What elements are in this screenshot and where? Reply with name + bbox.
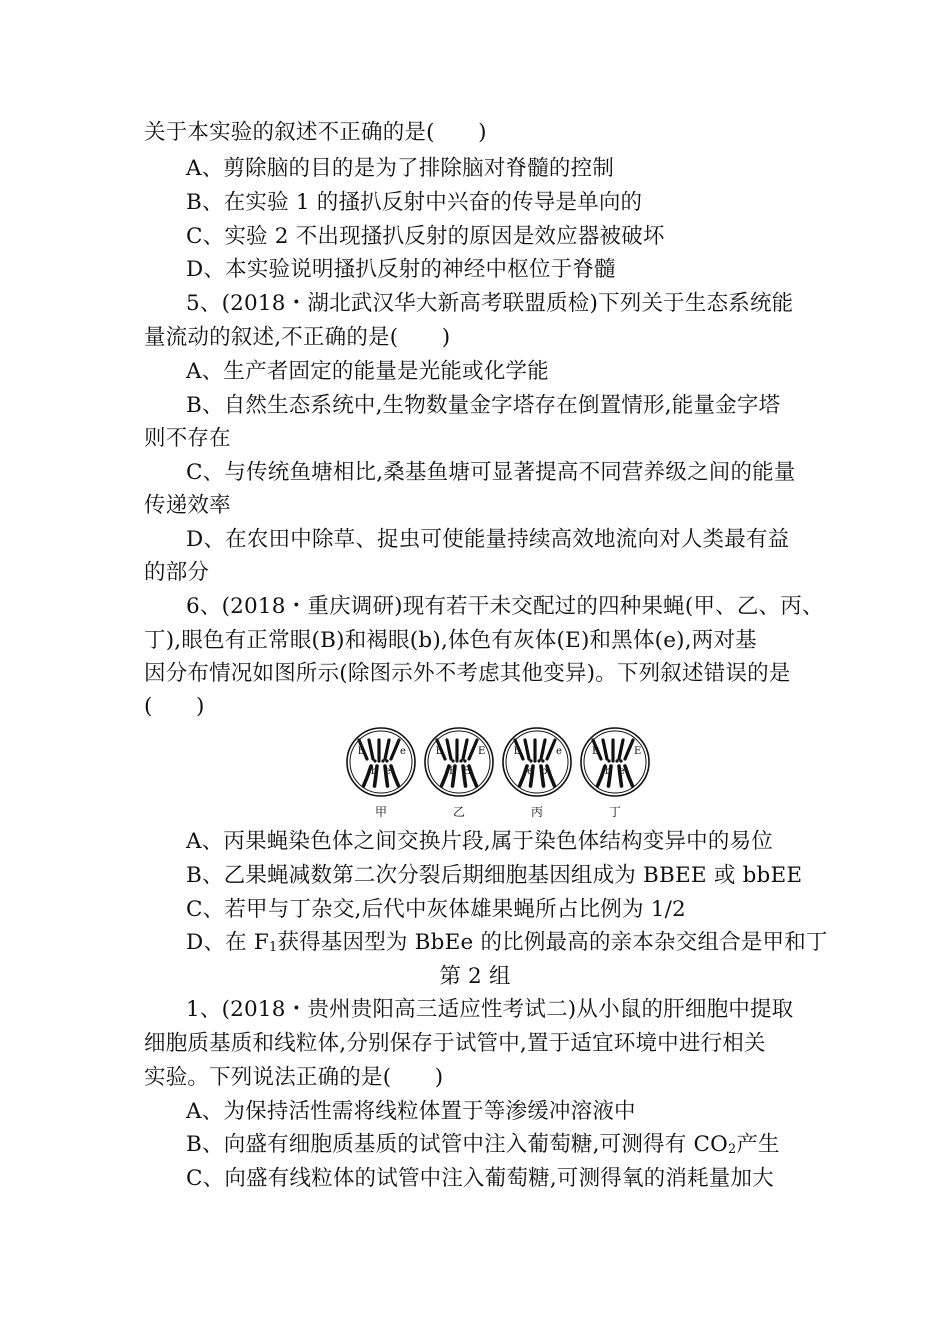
gene-label-lower-right: e (385, 766, 391, 777)
chromosome-lower (598, 766, 606, 786)
gene-label-upper-right: e (556, 746, 562, 757)
chromosome-lower (625, 766, 633, 786)
chromosome-upper (447, 740, 451, 759)
cell-outer-membrane (425, 728, 493, 796)
question-4-stem: 关于本实验的叙述不正确的是( ) (144, 120, 487, 145)
gene-label-upper-right: E (478, 746, 486, 757)
chromosome-lower (520, 766, 528, 786)
q5-option-c: C、与传统鱼塘相比,桑基鱼塘可显著提高不同营养级之间的能量 (186, 460, 796, 485)
chromosome-figure (340, 724, 660, 824)
gene-label-lower-left: e (527, 766, 533, 777)
g2-q1-option-b-post: 产生 (736, 1132, 780, 1157)
g2-q1-option-b (186, 1128, 780, 1162)
centromere-dot (459, 759, 462, 762)
chromosome-lower (391, 766, 399, 786)
cell-2 (425, 728, 493, 796)
centromere-dot (607, 759, 610, 762)
cell-outer-membrane (347, 728, 415, 796)
chromosome-upper (525, 740, 529, 759)
q4-option-c: C、实验 2 不出现搔扒反射的原因是效应器被破坏 (186, 224, 665, 249)
gene-label-lower-left: B (449, 766, 457, 777)
centromere-dot (529, 759, 532, 762)
centromere-dot (533, 759, 536, 762)
chromosome-lower (547, 766, 555, 786)
centromere-dot (619, 759, 622, 762)
chromosome-upper (541, 740, 545, 759)
q4-option-a: A、剪除脑的目的是为了排除脑对脊髓的控制 (186, 156, 615, 181)
cell-outer-membrane (503, 728, 571, 796)
g2-question-1-stem-cont-1: 细胞质基质和线粒体,分别保存于试管中,置于适宜环境中进行相关 (144, 1031, 766, 1056)
q4-option-d: D、本实验说明搔扒反射的神经中枢位于脊髓 (186, 257, 616, 282)
centromere-dot (541, 759, 544, 762)
chromosome-upper (619, 740, 623, 759)
chromosome-upper (547, 740, 555, 759)
chromosome-upper (369, 740, 373, 759)
g2-q1-option-b-sub: 2 (727, 1141, 737, 1157)
chromosome-upper (385, 740, 389, 759)
gene-label-upper-left: B (592, 746, 600, 757)
centromere-dot (451, 759, 454, 762)
gene-label-upper-left: b (358, 746, 365, 757)
question-6-stem-cont-1: 丁),眼色有正常眼(B)和褐眼(b),体色有灰体(E)和黑体(e),两对基 (144, 628, 757, 653)
q5-option-b: B、自然生态系统中,生物数量金字塔存在倒置情形,能量金字塔 (186, 393, 781, 418)
chromosome-diagram (340, 724, 660, 804)
chromosome-upper (391, 740, 399, 759)
centromere-dot (377, 759, 380, 762)
q6-option-d-pre: D、在 F (186, 930, 269, 955)
gene-label-upper-right: e (400, 746, 406, 757)
q6-option-d-post: 获得基因型为 BbEe 的比例最高的亲本杂交组合是甲和丁 (277, 930, 828, 955)
centromere-dot (463, 759, 466, 762)
question-5-stem: 5、(2018・湖北武汉华大新高考联盟质检)下列关于生态系统能 (186, 291, 794, 316)
gene-label-lower-left: b (371, 766, 378, 777)
q4-option-b: B、在实验 1 的搔扒反射中兴奋的传导是单向的 (186, 190, 643, 215)
figure-label-yi: 乙 (452, 805, 465, 819)
question-5-stem-cont: 量流动的叙述,不正确的是( ) (144, 325, 451, 350)
g2-question-1-stem-cont-2: 实验。下列说法正确的是( ) (144, 1065, 444, 1090)
q6-option-d-sub: 1 (269, 939, 278, 955)
gene-label-upper-left: b (514, 746, 521, 757)
gene-label-lower-right: e (619, 766, 625, 777)
gene-label-lower-right: b (541, 766, 548, 777)
q5-option-c-cont: 传递效率 (144, 493, 231, 518)
gene-label-lower-right: E (463, 766, 471, 777)
q6-option-a: A、丙果蝇染色体之间交换片段,属于染色体结构变异中的易位 (186, 829, 773, 854)
cell-4 (581, 728, 649, 796)
group-2-heading: 第 2 组 (439, 964, 511, 989)
g2-q1-option-c: C、向盛有线粒体的试管中注入葡萄糖,可测得氧的消耗量加大 (186, 1166, 774, 1191)
g2-q1-option-b-pre: B、向盛有细胞质基质的试管中注入葡萄糖,可测得有 CO (186, 1132, 728, 1157)
q6-option-c: C、若甲与丁杂交,后代中灰体雄果蝇所占比例为 1/2 (186, 897, 686, 922)
q6-option-d (186, 926, 828, 960)
centromere-dot (537, 759, 540, 762)
figure-label-ding: 丁 (608, 805, 621, 819)
chromosome-upper (469, 740, 477, 759)
gene-label-upper-right: E (634, 746, 642, 757)
cell-outer-membrane (581, 728, 649, 796)
chromosome-upper (463, 740, 467, 759)
cell-1 (347, 728, 415, 796)
question-6-stem-cont-3: ( ) (144, 694, 205, 719)
chromosome-upper (625, 740, 633, 759)
g2-question-1-stem: 1、(2018・贵州贵阳高三适应性考试二)从小鼠的肝细胞中提取 (186, 997, 794, 1022)
centromere-dot (615, 759, 618, 762)
question-6-stem-cont-2: 因分布情况如图所示(除图示外不考虑其他变异)。下列叙述错误的是 (144, 661, 791, 686)
q5-option-d-cont: 的部分 (144, 560, 210, 585)
gene-label-upper-left: b (436, 746, 443, 757)
q6-option-b: B、乙果蝇减数第二次分裂后期细胞基因组成为 BBEE 或 bbEE (186, 863, 803, 888)
centromere-dot (455, 759, 458, 762)
q5-option-a: A、生产者固定的能量是光能或化学能 (186, 359, 549, 384)
figure-label-bing: 丙 (530, 805, 543, 819)
question-6-stem: 6、(2018・重庆调研)现有若干未交配过的四种果蝇(甲、乙、丙、 (186, 594, 824, 619)
cell-3 (503, 728, 571, 796)
chromosome-lower (364, 766, 372, 786)
q5-option-d: D、在农田中除草、捉虫可使能量持续高效地流向对人类最有益 (186, 527, 790, 552)
q5-option-b-cont: 则不存在 (144, 426, 231, 451)
figure-label-jia: 甲 (374, 805, 387, 819)
chromosome-lower (442, 766, 450, 786)
gene-label-lower-left: b (605, 766, 612, 777)
centromere-dot (385, 759, 388, 762)
centromere-dot (381, 759, 384, 762)
chromosome-upper (603, 740, 607, 759)
centromere-dot (611, 759, 614, 762)
g2-q1-option-a: A、为保持活性需将线粒体置于等渗缓冲溶液中 (186, 1099, 636, 1124)
centromere-dot (373, 759, 376, 762)
